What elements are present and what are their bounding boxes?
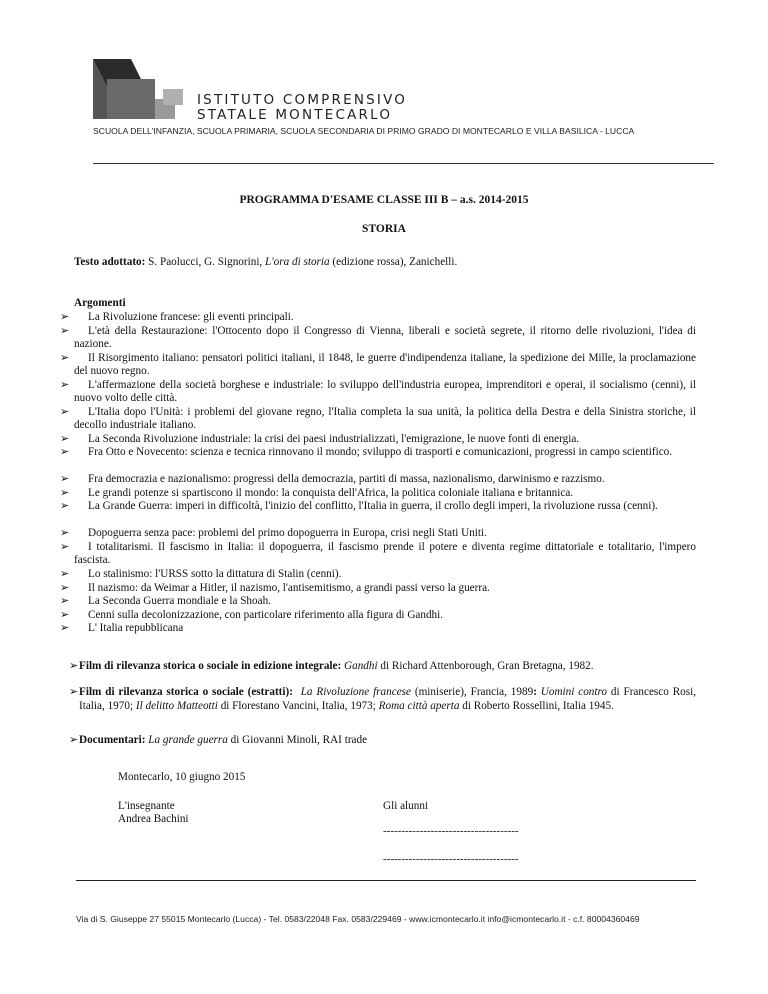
teacher-name: Andrea Bachini <box>118 813 189 825</box>
argument-text: Fra Otto e Novecento: scienza e tecnica rinnovano il mondo; sviluppo di trasporti e comunicazioni, progressi in campo scientifico. <box>88 446 673 458</box>
argument-text: La Seconda Guerra mondiale e la Shoah. <box>88 595 271 607</box>
documentaries <box>69 734 696 748</box>
logo-line-1: ISTITUTO COMPRENSIVO <box>197 92 408 108</box>
film-extracts-r1: (miniserie), Francia, 1989 <box>410 686 534 698</box>
school-logo <box>93 59 203 119</box>
bullet-arrow-icon: ➢ <box>60 379 70 391</box>
film-extracts-r4: di Roberto Rossellini, Italia 1945. <box>459 699 614 712</box>
argument-text: Fra democrazia e nazionalismo: progressi della democrazia, partiti di massa, nazionalismo, darwinismo e razzismo. <box>88 473 605 485</box>
bullet-arrow-icon: ➢ <box>60 622 70 634</box>
argument-text: L' Italia repubblicana <box>88 622 184 634</box>
bullet-arrow-icon: ➢ <box>60 446 70 458</box>
header-rule <box>93 163 714 164</box>
argument-text: Lo stalinismo: l'URSS sotto la dittatura di Stalin (cenni). <box>88 568 342 580</box>
arguments-heading: Argomenti <box>74 297 126 309</box>
argument-item <box>74 541 696 568</box>
signature-line-1: ------------------------------------- <box>383 825 519 837</box>
bullet-arrow-icon: ➢ <box>60 473 70 485</box>
bullet-arrow-icon: ➢ <box>60 352 70 364</box>
bullet-arrow-icon: ➢ <box>69 660 79 672</box>
bullet-arrow-icon: ➢ <box>60 527 70 539</box>
textbook-title: L'ora di storia <box>265 256 330 268</box>
argument-item <box>74 325 696 352</box>
textbook-label: Testo adottato: <box>74 256 146 268</box>
argument-item <box>74 311 696 324</box>
argument-text: L'affermazione della società borghese e industriale: lo sviluppo dell'industria europea, imprenditori e operai, il socialismo (cenni), il nuovo volto delle città. <box>74 379 696 405</box>
school-list: SCUOLA DELL'INFANZIA, SCUOLA PRIMARIA, SCUOLA SECONDARIA DI PRIMO GRADO DI MONTECARLO E VILLA BASILICA - LUCCA <box>93 126 635 136</box>
film-extracts-t2: Uomini contro <box>540 686 608 698</box>
argument-item <box>74 622 696 635</box>
film-extracts-t3: Il delitto Matteotti <box>135 699 218 712</box>
film-integral <box>69 660 696 674</box>
bullet-arrow-icon: ➢ <box>69 686 79 698</box>
argument-text: L'età della Restaurazione: l'Ottocento dopo il Congresso di Vienna, liberali e società segrete, il ritorno delle rivoluzioni, l'idea di nazione. <box>74 325 696 351</box>
argument-text: La Grande Guerra: imperi in difficoltà, l'inizio del conflitto, l'Italia in guerra, il crollo degli imperi, la rivoluzione russa (cenni). <box>88 500 658 512</box>
argument-text: L'Italia dopo l'Unità: i problemi del giovane regno, l'Italia completa la sua unità, la politica della Destra e della Sinistra storiche, il decollo industriale italiano. <box>74 406 696 432</box>
argument-text: Le grandi potenze si spartiscono il mondo: la conquista dell'Africa, la politica coloniale italiana e britannica. <box>88 487 574 499</box>
argument-text: Cenni sulla decolonizzazione, con particolare riferimento alla figura di Gandhi. <box>88 609 444 621</box>
bullet-arrow-icon: ➢ <box>60 541 70 553</box>
film-extracts-colon: : <box>533 686 537 698</box>
film-extracts-r3: di Florestano Vancini, Italia, 1973; <box>217 699 379 712</box>
documentaries-rest: di Giovanni Minoli, RAI trade <box>227 734 368 746</box>
argument-item <box>74 568 696 581</box>
bullet-arrow-icon: ➢ <box>60 406 70 418</box>
bullet-arrow-icon: ➢ <box>69 734 79 746</box>
argument-text: La Seconda Rivoluzione industriale: la crisi dei paesi industrializzati, l'emigrazione, le nuove fonti di energia. <box>88 433 580 445</box>
teacher-label: L'insegnante <box>118 800 175 812</box>
subject-title: STORIA <box>362 223 406 235</box>
bullet-arrow-icon: ➢ <box>60 500 70 512</box>
textbook-rest: (edizione rossa), Zanichelli. <box>329 256 458 268</box>
film-integral-label: Film di rilevanza storica o sociale in edizione integrale: <box>79 660 342 672</box>
logo-text <box>197 93 407 123</box>
document-title: PROGRAMMA D'ESAME CLASSE III B – a.s. 2014-2015 <box>239 194 529 206</box>
film-extracts-t1: La Rivoluzione francese <box>300 686 411 698</box>
film-integral-rest: di Richard Attenborough, Gran Bretagna, 1982. <box>377 660 594 672</box>
argument-text: I totalitarismi. Il fascismo in Italia: il dopoguerra, il fascismo prende il potere e diventa regime dittatoriale e totalitario, l'impero fascista. <box>74 541 696 567</box>
argument-text: Il nazismo: da Weimar a Hitler, il nazismo, l'antisemitismo, a grandi passi verso la guerra. <box>88 582 490 594</box>
argument-item <box>74 500 696 513</box>
bullet-arrow-icon: ➢ <box>60 582 70 594</box>
argument-item <box>74 446 696 459</box>
argument-item <box>74 487 696 500</box>
signature-line-2: ------------------------------------- <box>383 853 519 865</box>
bullet-arrow-icon: ➢ <box>60 568 70 580</box>
footer-contacts: Via di S. Giuseppe 27 55015 Montecarlo (Lucca) - Tel. 0583/22048 Fax. 0583/229469 - www.icmontecarlo.it info@icmontecarlo.it - c.f. 80004360469 <box>76 914 640 924</box>
argument-text: Il Risorgimento italiano: pensatori politici italiani, il 1848, le guerre d'indipendenza italiane, la spedizione dei Mille, la proclamazione del nuovo regno. <box>74 352 696 378</box>
film-extracts-r2: di Francesco Rosi, Italia, 1970; <box>79 686 697 712</box>
argument-item <box>74 582 696 595</box>
bullet-arrow-icon: ➢ <box>60 609 70 621</box>
logo-line-2: STATALE MONTECARLO <box>197 107 393 123</box>
bullet-arrow-icon: ➢ <box>60 311 70 323</box>
argument-item <box>74 473 696 486</box>
documentaries-label: Documentari: <box>79 734 146 746</box>
argument-text: Dopoguerra senza pace: problemi del primo dopoguerra in Europa, crisi negli Stati Uniti. <box>88 527 487 539</box>
argument-item <box>74 379 696 406</box>
textbook-authors: S. Paolucci, G. Signorini, <box>145 256 266 268</box>
documentaries-title: La grande guerra <box>148 734 228 746</box>
bullet-arrow-icon: ➢ <box>60 433 70 445</box>
argument-item <box>74 406 696 433</box>
argument-item <box>74 595 696 608</box>
bullet-arrow-icon: ➢ <box>60 487 70 499</box>
bullet-arrow-icon: ➢ <box>60 595 70 607</box>
film-extracts-t4: Roma città aperta <box>378 699 460 712</box>
argument-text: La Rivoluzione francese: gli eventi principali. <box>88 311 294 323</box>
argument-item <box>74 527 696 540</box>
film-extracts <box>69 686 697 713</box>
argument-item <box>74 609 696 622</box>
place-date: Montecarlo, 10 giugno 2015 <box>118 771 246 783</box>
argument-item <box>74 433 696 446</box>
footer-rule <box>76 880 696 881</box>
students-label: Gli alunni <box>383 800 429 812</box>
film-extracts-label: Film di rilevanza storica o sociale (estratti): <box>79 686 293 698</box>
argument-item <box>74 352 696 379</box>
film-integral-title: Gandhi <box>344 660 378 672</box>
textbook-line <box>74 256 704 269</box>
bullet-arrow-icon: ➢ <box>60 325 70 337</box>
